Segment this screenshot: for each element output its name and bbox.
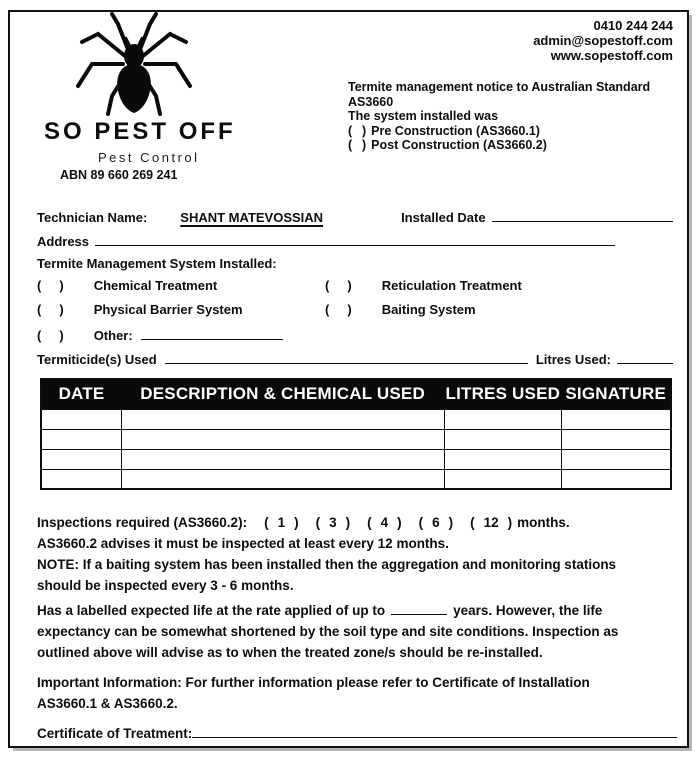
baiting-system-label: Baiting System [381,302,476,317]
other-label: Other: [93,328,133,343]
post-construction-option [348,138,650,153]
cell-signature[interactable] [561,409,671,429]
interval-open: ( [264,515,269,530]
important-line-1: Important Information: For further information please refer to Certificate of Installation [37,675,590,690]
interval-1-option[interactable] [264,512,299,533]
interval-3-option[interactable] [316,512,351,533]
option-baiting-system [325,302,476,317]
header-description: DESCRIPTION & CHEMICAL USED [121,379,444,409]
pre-construction-label: Pre Construction (AS3660.1) [371,123,540,138]
life-line-1a: Has a labelled expected life at the rate applied of up to [37,603,386,618]
checkbox-physical-barrier[interactable]: ( [37,302,42,317]
reticulation-treatment-label: Reticulation Treatment [381,278,522,293]
form-page [8,10,689,748]
standard-notice-block [348,80,650,153]
email-address: admin@sopestoff.com [533,33,673,48]
pre-construction-option [348,124,650,139]
system-installed-line: The system installed was [348,109,499,123]
cell-date[interactable] [41,409,121,429]
expected-life-blank[interactable] [391,601,447,615]
checkbox-chemical-treatment[interactable]: ( [37,278,42,293]
other-blank[interactable] [141,326,283,340]
checkbox-pre-construction[interactable]: ( [348,123,353,138]
header-date: DATE [41,379,121,409]
option-other [37,328,133,343]
interval-value: 3 [329,515,337,530]
header-litres-used: LITRES USED [444,379,561,409]
litres-used-label: Litres Used: [535,352,611,367]
litres-used-blank[interactable] [617,350,673,364]
spider-logo [72,12,196,116]
option-row-1 [37,278,673,293]
interval-6-option[interactable] [419,512,454,533]
checkbox-baiting-system-close[interactable]: ) [347,302,352,317]
table-row [41,449,671,469]
option-reticulation-treatment [325,278,522,293]
cell-litres[interactable] [444,449,561,469]
address-blank[interactable] [95,232,615,246]
installed-date-label: Installed Date [401,210,486,225]
inspections-paragraph [37,512,675,596]
termiticide-label: Termiticide(s) Used [37,352,157,367]
option-physical-barrier [37,302,243,317]
checkbox-post-construction-close[interactable]: ) [362,138,367,152]
inspections-prefix: Inspections required (AS3660.2): [37,515,248,530]
table-header [41,379,671,409]
important-information-paragraph [37,672,675,714]
termiticide-row [37,350,673,367]
expected-life-paragraph [37,600,675,663]
cell-signature[interactable] [561,429,671,449]
checkbox-physical-barrier-close[interactable]: ) [59,302,64,317]
brand-tagline: Pest Control [98,150,200,165]
checkbox-other[interactable]: ( [37,328,42,343]
installed-date-blank[interactable] [492,208,673,222]
option-chemical-treatment [37,278,217,293]
important-line-2: AS3660.1 & AS3660.2. [37,696,178,711]
header-signature: SIGNATURE [561,379,671,409]
note-line-2: should be inspected every 3 - 6 months. [37,578,294,593]
interval-close: ) [507,515,513,530]
post-construction-label: Post Construction (AS3660.2) [371,138,547,152]
certificate-blank[interactable] [192,724,677,738]
cell-signature[interactable] [561,469,671,489]
table-row [41,409,671,429]
cell-description[interactable] [121,409,444,429]
life-line-1b: years. However, the life [453,603,603,618]
cell-litres[interactable] [444,429,561,449]
technician-name-value: SHANT MATEVOSSIAN [180,210,324,225]
address-label: Address [37,234,90,249]
table-row [41,429,671,449]
cell-litres[interactable] [444,409,561,429]
treatment-log-table [40,378,672,490]
interval-close: ) [397,515,402,530]
interval-close: ) [448,515,454,530]
cell-signature[interactable] [561,449,671,469]
certificate-label: Certificate of Treatment: [37,726,193,741]
months-suffix: months. [517,515,570,530]
contact-block [533,18,673,63]
advise-line: AS3660.2 advises it must be inspected at least every 12 months. [37,536,449,551]
interval-value: 1 [277,515,286,530]
chemical-treatment-label: Chemical Treatment [93,278,218,293]
interval-value: 6 [432,515,440,530]
notice-line-1: Termite management notice to Australian Standard [348,80,651,94]
life-line-3: outlined above will advise as to when the treated zone/s should be re-installed. [37,645,543,660]
interval-12-option[interactable] [470,512,512,533]
brand-name: SO PEST OFF [44,118,236,145]
checkbox-other-close[interactable]: ) [59,328,64,343]
checkbox-post-construction[interactable]: ( [348,138,353,152]
table-row [41,469,671,489]
notice-line-2: AS3660 [348,94,394,109]
address-row [37,232,673,249]
phone-number: 0410 244 244 [593,18,673,33]
interval-close: ) [345,515,351,530]
option-row-2 [37,302,673,317]
interval-close: ) [294,515,299,530]
cell-description[interactable] [121,469,444,489]
cell-description[interactable] [121,449,444,469]
certificate-row [37,724,677,741]
website-url: www.sopestoff.com [550,48,673,63]
cell-litres[interactable] [444,469,561,489]
cell-date[interactable] [41,449,121,469]
cell-date[interactable] [41,429,121,449]
interval-4-option[interactable] [367,512,402,533]
note-line-1: NOTE: If a baiting system has been installed then the aggregation and monitoring stations [37,557,617,572]
interval-value: 4 [380,515,389,530]
checkbox-chemical-treatment-close[interactable]: ) [59,278,64,293]
interval-open: ( [367,515,372,530]
interval-open: ( [418,515,424,530]
checkbox-reticulation-treatment-close[interactable]: ) [347,278,352,293]
checkbox-pre-construction-close[interactable]: ) [362,123,367,138]
interval-value: 12 [483,515,499,530]
termiticide-blank[interactable] [165,350,528,364]
life-line-1 [37,600,675,621]
life-line-2: expectancy can be somewhat shortened by the soil type and site conditions. Inspection as [37,624,619,639]
checkbox-baiting-system[interactable]: ( [325,302,330,317]
checkbox-reticulation-treatment[interactable]: ( [325,278,330,293]
cell-description[interactable] [121,429,444,449]
cell-date[interactable] [41,469,121,489]
abn-number: ABN 89 660 269 241 [60,168,178,182]
option-row-other [37,326,673,343]
system-installed-heading: Termite Management System Installed: [37,256,277,271]
technician-name-label: Technician Name: [37,210,148,225]
interval-open: ( [315,515,321,530]
interval-open: ( [470,515,475,530]
inspections-line [37,512,675,533]
technician-row [37,208,673,225]
physical-barrier-label: Physical Barrier System [93,302,243,317]
spider-icon [72,12,196,116]
